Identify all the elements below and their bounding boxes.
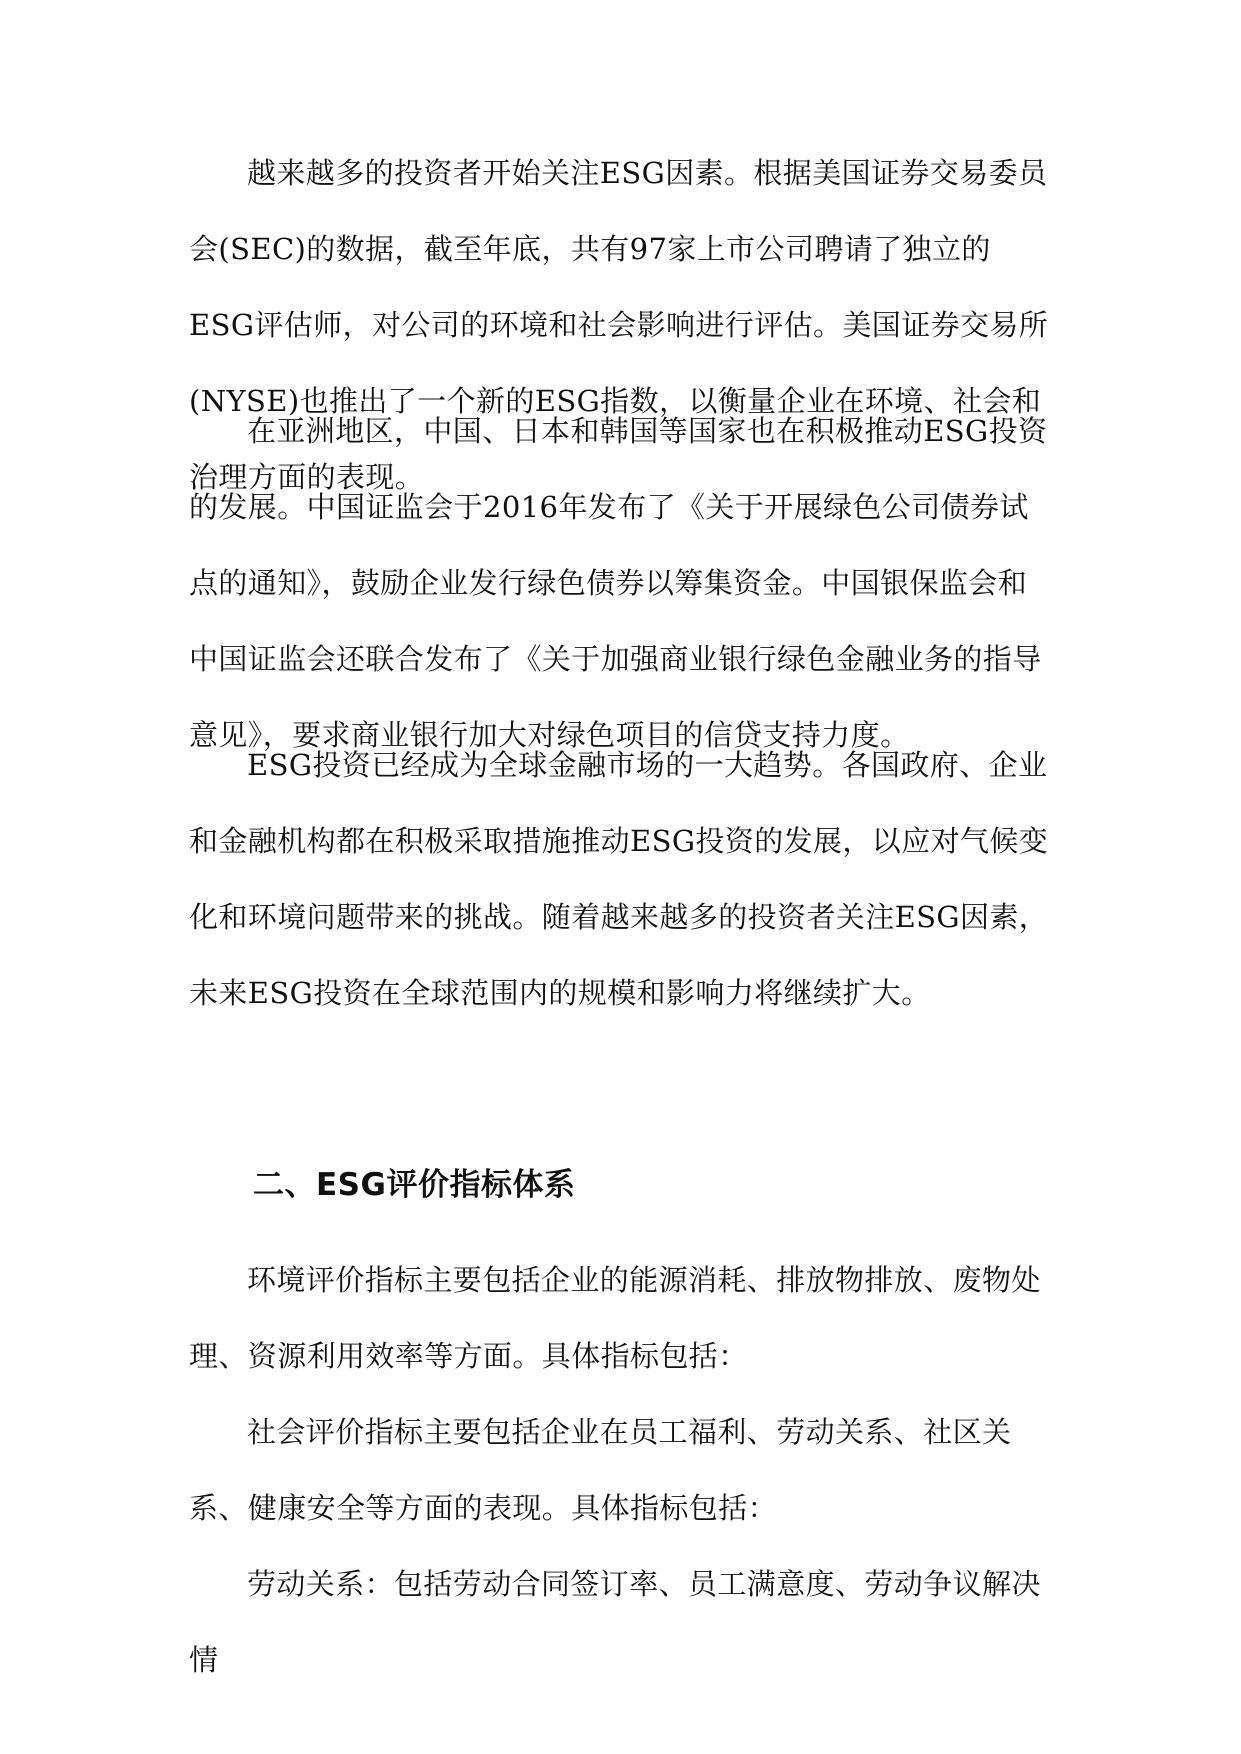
paragraph-esg-investors: 越来越多的投资者开始关注ESG因素。根据美国证券交易委员会(SEC)的数据，截至年底，共有97家上市公司聘请了独立的ESG评估师，对公司的环境和社会影响进行评估。美国证券交易所(NYSE)也推出了一个新的ESG指数，以衡量企业在环境、社会和治理方面的表现。 xyxy=(189,156,1049,494)
section-heading: 二、ESG评价指标体系 xyxy=(253,1167,576,1203)
paragraph-labor-relations: 劳动关系：包括劳动合同签订率、员工满意度、劳动争议解决情 xyxy=(189,1567,1041,1677)
paragraph-asia-esg: 在亚洲地区，中国、日本和韩国等国家也在积极推动ESG投资的发展。中国证监会于2016年发布了《关于开展绿色公司债券试点的通知》，鼓励企业发行绿色债券以筹集资金。中国银保监会和中国证监会还联合发布了《关于加强商业银行绿色金融业务的指导意见》，要求商业银行加大对绿色项目的信贷支持力度。 xyxy=(189,414,1048,752)
paragraph-social-indicators: 社会评价指标主要包括企业在员工福利、劳动关系、社区关系、健康安全等方面的表现。具体指标包括： xyxy=(189,1415,1012,1525)
paragraph-global-trend: ESG投资已经成为全球金融市场的一大趋势。各国政府、企业和金融机构都在积极采取措施推动ESG投资的发展，以应对气候变化和环境问题带来的挑战。随着越来越多的投资者关注ESG因素，未来ESG投资在全球范围内的规模和影响力将继续扩大。 xyxy=(189,748,1049,1010)
paragraph-environment-indicators: 环境评价指标主要包括企业的能源消耗、排放物排放、废物处理、资源利用效率等方面。具体指标包括： xyxy=(189,1263,1041,1373)
